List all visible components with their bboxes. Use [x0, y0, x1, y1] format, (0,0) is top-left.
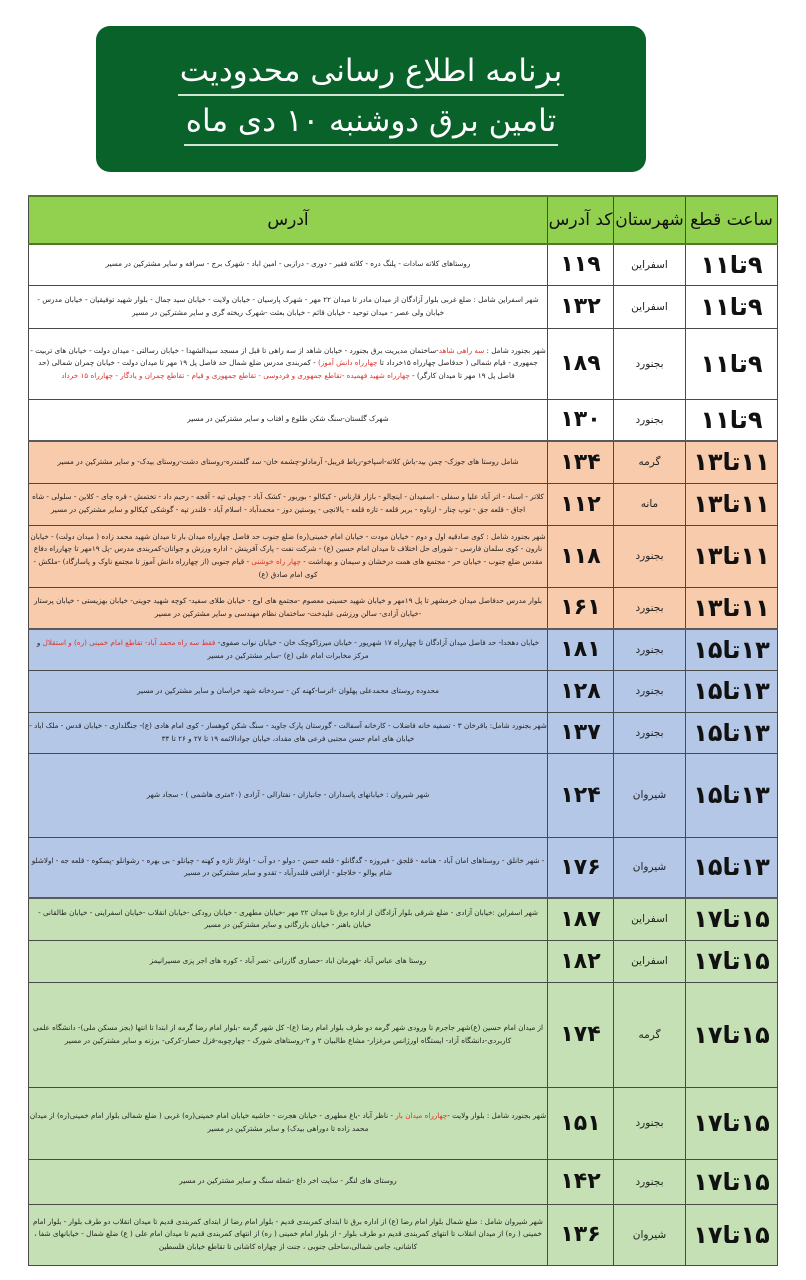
address-code-cell: ۱۳۷	[548, 712, 614, 753]
county-cell: گرمه	[614, 441, 686, 483]
address-code-cell: ۱۷۴	[548, 982, 614, 1087]
county-cell: شیروان	[614, 1204, 686, 1265]
county-cell: مانه	[614, 483, 686, 525]
table-row	[29, 483, 778, 525]
address-code-cell: ۱۱۸	[548, 525, 614, 587]
address-cell	[29, 898, 548, 940]
address-code-cell: ۱۸۹	[548, 328, 614, 399]
county-cell: بجنورد	[614, 670, 686, 712]
table-row	[29, 244, 778, 285]
county-cell: شیروان	[614, 837, 686, 898]
cut-time-cell: ۱۵تا۱۷	[686, 1087, 778, 1159]
highlighted-address-text: چهارراه میدان بار	[395, 1111, 448, 1121]
table-row	[29, 525, 778, 587]
address-code-cell: ۱۶۱	[548, 587, 614, 629]
address-code-cell: ۱۳۲	[548, 285, 614, 328]
county-cell: بجنورد	[614, 525, 686, 587]
address-text: محدوده روستای محمدعلی پهلوان -اترسا-کهنه کن - سردخانه شهد خراسان و سایر مشترکین در مسیر	[137, 685, 439, 695]
highlighted-address-text: فقط سه راه محمد آباد- تقاطع امام خمینی (ره) و استقلال	[42, 638, 216, 648]
address-cell	[29, 837, 548, 898]
table-row	[29, 285, 778, 328]
address-cell	[29, 629, 548, 670]
cut-time-cell: ۱۳تا۱۵	[686, 753, 778, 837]
address-code-cell: ۱۷۶	[548, 837, 614, 898]
table-row	[29, 670, 778, 712]
address-text: خیابان دهخدا- حد فاصل میدان آزادگان تا چهارراه ۱۷ شهریور - خیابان میرزاکوچک خان - خیابان نواب صفوی-	[215, 638, 540, 648]
table-row	[29, 940, 778, 982]
table-row	[29, 1159, 778, 1204]
table-row	[29, 441, 778, 483]
county-cell: بجنورد	[614, 328, 686, 399]
address-code-cell: ۱۳۶	[548, 1204, 614, 1265]
county-cell: اسفراین	[614, 898, 686, 940]
header-code: کد آدرس	[548, 196, 614, 244]
county-cell: شیروان	[614, 753, 686, 837]
table-row	[29, 328, 778, 399]
address-text: شهر بجنورد شامل: باقرخان ۳ - تصفیه خانه فاضلاب - کارخانه آسفالت - گورستان پارک جاوید - سنگ شکن کوهسار - کوی امام هادی (ع)- جنگلداری - خیابان قدس - ملک اباد - خیابان های امام حسن مجتبی فرعی های مقداد، خیابان جوادالائمه ۱۹ تا ۲۷ و ۲۶ تا ۳۴	[29, 720, 547, 743]
address-text: شهر شیروان شامل : ضلع شمال بلوار امام رضا (ع) از اداره برق تا ابتدای کمربندی قدیم - بلوار امام رضا از ابتدای کمربندی قدیم تا میدان انقلاب دو طرف بلوار - بلوار امام خمینی ( ره) از میدان انقلاب تا انتهای کمربندی قدیم دو طرف بلوار - از بلوار امام خمینی ( ره) از انتهای کمربندی قدیم تا میدان امام علی ( ع) ضلع شمال - خیابانهای شفا ، کاشانی، جامی شمالی،ساحلی جنوبی ، جنت از چهاراه کاشانی تا تقاطع خیابان فلسطین	[33, 1216, 543, 1251]
address-text: شهرک گلستان-سنگ شکن طلوع و افتاب و سایر مشترکین در مسیر	[187, 414, 389, 424]
cut-time-cell: ۱۳تا۱۵	[686, 712, 778, 753]
address-text: شامل روستا های جوزک- چمن بید-باش کلاته-اسپاخو-رباط قریبل- آرمادلو-چشمه خان- سد گلمندره-روستای دشت-روستای بیدک- و سایر مشترکین در مسیر	[57, 456, 519, 466]
cut-time-cell: ۱۵تا۱۷	[686, 1204, 778, 1265]
header-county: شهرستان	[614, 196, 686, 244]
highlighted-address-text: چهارراه شهید فهمیده -تقاطع جمهوری و فردوسی - تقاطع جمهوری و قیام - تقاطع چمران و یادگار - چهارراه ۱۵ خرداد	[61, 370, 410, 380]
table-row	[29, 1204, 778, 1265]
address-cell	[29, 1159, 548, 1204]
highlighted-address-text: چهارراه دانش آموز)	[318, 358, 378, 368]
cut-time-cell: ۱۱تا۱۳	[686, 525, 778, 587]
county-cell: بجنورد	[614, 587, 686, 629]
address-text: - کمربندی مدرس ضلع شمال حد فاصل پل ۱۹ مهر تا میدان دولت - خیابان چمران شمالی (حد فاصل پل ۱۹ مهر تا میدان کارگر) -	[38, 358, 515, 380]
address-cell	[29, 1087, 548, 1159]
table-header-row	[29, 196, 778, 244]
address-text: روستا های عباس آباد -قهرمان اباد -حصاری گازرانی -نصر آباد - کوره های اجر پزی مسیرانیمز	[149, 955, 427, 965]
county-cell: بجنورد	[614, 712, 686, 753]
table-row	[29, 399, 778, 441]
address-text: کلاتر - اسناد - اتر آباد علیا و سفلی - اسفیدان - اینچالو - بازار قارناس - کیکالو - بوربور - کشک آباد - چویلی تپه - آقجه - رحیم داد - تختمش - قره چای - کلاین - سلولی - شاه اجاق - قلعه جق - توپ چنار - ارناوه - بربر قلعه - تازه قلعه - یالانچی - پوستین دوز - محمدآباد - اسلام آباد - قلندر تپه - گوشکی کیکالو و سایر مشترکین در مسیر	[32, 492, 544, 514]
highlighted-address-text: چهار راه خوشنی	[251, 557, 301, 566]
cut-time-cell: ۱۳تا۱۵	[686, 670, 778, 712]
address-text: از میدان امام حسین (ع)شهر جاجرم تا ورودی شهر گرمه دو طرف بلوار امام رضا (ع)- کل شهر گرمه -بلوار امام رضا گرمه از ابتدا تا انتها (بجز مسکن ملی)- دانشگاه علمی کاربردی-دانشگاه آزاد- ایستگاه اورژانس مرغزار- مشاع طالبیان ۲ و ۲-روستاهای شورک - چهارچوبه-قزل حصار-کرکی- برزنه و سایر مشترکین در مسیر	[32, 1022, 544, 1045]
highlighted-address-text: سه راهی شاهد	[438, 345, 485, 355]
address-text: روستاهای کلاته سادات - پلنگ دره - کلاته فقیر - دوری - درازبی - امین اباد - شهرک برج - سرافه و سایر مشترکین در مسیر	[105, 259, 471, 269]
cut-time-cell: ۱۳تا۱۵	[686, 629, 778, 670]
address-text: - شهر خانلق - روستاهای امان آباد - هنامه - قلجق - فیروزه - گدگانلو - قلعه حسن - دولو - دو آب - اوغاز تازه و کهنه - چیانلو - بی بهره - رشوانلو -پسکوه - قلعه جه - اولاشلو شام یوالو - خلاجلو - ارافنی قلندرآباد - تقدو و سایر مشترکین در مسیر	[31, 855, 545, 878]
table-row	[29, 898, 778, 940]
address-text: شهر بجنورد شامل : کوی صادقیه اول و دوم - خیابان مودت - خیابان امام خمینی(ره) ضلع جنوب حد فاصل چهارراه میدان بار تا میدان شهید محمد زاده ( میدان دولت) - خیابان نارون - کوی سلمان فارسی - شورای حل اختلاف تا میدان امام حسین (ع) - شرکت نفت - پارک آفرینش - اداره ورزش و جوانان-کمربندی مدرس -پل ۱۹مهر تا چهارراه دفاع مقدس ضلع جنوب - خیابان حر - مجتمع های همت درخشان و سیمان و بهداشت -	[30, 531, 546, 566]
address-cell	[29, 940, 548, 982]
address-text: شهر شیروان : خیابانهای پاسداران - جانبازان - نفتارالی - آزادی (۲۰متری هاشمی ) - سجاد شهر	[146, 789, 430, 799]
address-cell	[29, 285, 548, 328]
cut-time-cell: ۱۳تا۱۵	[686, 837, 778, 898]
county-cell: بجنورد	[614, 629, 686, 670]
address-cell	[29, 399, 548, 441]
address-code-cell: ۱۲۴	[548, 753, 614, 837]
address-code-cell: ۱۳۴	[548, 441, 614, 483]
cut-time-cell: ۱۵تا۱۷	[686, 982, 778, 1087]
cut-time-cell: ۱۱تا۱۳	[686, 587, 778, 629]
address-code-cell: ۱۱۹	[548, 244, 614, 285]
address-text: - قیام جنوبی (از چهارراه دانش آموز تا مجتمع ناوک و پاسارگاد) -ملکش - کوی امام صادق (ع)	[33, 557, 318, 579]
address-cell	[29, 670, 548, 712]
county-cell: بجنورد	[614, 1159, 686, 1204]
address-text: شهر اسفراین :خیابان آزادی - ضلع شرقی بلوار آزادگان از اداره برق تا میدان ۲۲ مهر -خیابان مطهری - خیابان رودکی -خیابان انقلاب -خیابان اسفراینی - خیابان طالقانی - خیابان باهنر - خیابان بازرگانی و سایر مشترکین در مسیر	[38, 907, 538, 930]
cut-time-cell: ۹تا۱۱	[686, 328, 778, 399]
table-row	[29, 587, 778, 629]
cut-time-cell: ۹تا۱۱	[686, 399, 778, 441]
table-row	[29, 837, 778, 898]
county-cell: اسفراین	[614, 244, 686, 285]
header-address: آدرس	[29, 196, 548, 244]
address-cell	[29, 483, 548, 525]
table-body	[29, 244, 778, 1265]
address-cell	[29, 753, 548, 837]
outage-schedule-table	[28, 195, 778, 1266]
address-cell	[29, 1204, 548, 1265]
address-code-cell: ۱۲۸	[548, 670, 614, 712]
county-cell: اسفراین	[614, 285, 686, 328]
table-row	[29, 712, 778, 753]
title-line-1: برنامه اطلاع رسانی محدودیت	[178, 52, 564, 96]
cut-time-cell: ۹تا۱۱	[686, 285, 778, 328]
address-cell	[29, 712, 548, 753]
address-text: بلوار مدرس حدفاصل میدان خرمشهر تا پل ۱۹مهر و خیابان شهید حسینی معصوم -مجتمع های اوج - خیابان طلای سفید- کوچه شهید جوینی- خیابان بهزیستی - خیابان پرستار -خیابان آزادی- سالن ورزشی علیدخت- ساختمان نظام مهندسی و سایر مشترکین در مسیر	[33, 596, 542, 618]
address-code-cell: ۱۳۰	[548, 399, 614, 441]
address-cell	[29, 328, 548, 399]
address-text: و مرکز مخابرات امام علی (ع) -سایر مشترکین در مسیر	[36, 638, 369, 660]
county-cell: گرمه	[614, 982, 686, 1087]
address-text: -ساختمان مدیریت برق بجنورد - خیابان شاهد از سه راهی تا قبل از مسجد سیدالشهدا - خیابان رسالتی - میدان دولت - خیابان های تربیت - جمهوری - قیام شمالی ( حدفاصل چهارراه ۱۵خرداد تا	[30, 345, 538, 368]
address-cell	[29, 244, 548, 285]
address-code-cell: ۱۸۱	[548, 629, 614, 670]
cut-time-cell: ۱۵تا۱۷	[686, 898, 778, 940]
cut-time-cell: ۱۵تا۱۷	[686, 940, 778, 982]
address-text: شهر بجنورد شامل : بلوار ولایت -	[447, 1111, 547, 1121]
address-code-cell: ۱۱۲	[548, 483, 614, 525]
county-cell: بجنورد	[614, 399, 686, 441]
table-row	[29, 1087, 778, 1159]
cut-time-cell: ۱۱تا۱۳	[686, 441, 778, 483]
table-row	[29, 629, 778, 670]
county-cell: بجنورد	[614, 1087, 686, 1159]
address-code-cell: ۱۵۱	[548, 1087, 614, 1159]
address-code-cell: ۱۸۷	[548, 898, 614, 940]
table-row	[29, 753, 778, 837]
header-time: ساعت قطع	[686, 196, 778, 244]
table-row	[29, 982, 778, 1087]
address-text: شهر بجنورد شامل :	[484, 345, 546, 355]
cut-time-cell: ۱۵تا۱۷	[686, 1159, 778, 1204]
address-text: روستای های لنگر - سایت اخر داغ -شعله سنگ و سایر مشترکین در مسیر	[179, 1176, 397, 1186]
address-cell	[29, 982, 548, 1087]
address-cell	[29, 441, 548, 483]
title-line-2: تامین برق دوشنبه ۱۰ دی ماه	[184, 102, 558, 146]
address-cell	[29, 525, 548, 587]
address-text: شهر اسفراین شامل : ضلع غربی بلوار آزادگان از میدان مادر تا میدان ۲۲ مهر - شهرک پارسیان - خیابان ولایت - خیابان سید جمال - بلوار شهید توفیقیان - خیابان مدرس - خیابان ولی عصر - میدان توحید - خیابان قائم - خیابان بعثت -شهرک ریخته گری و سایر مشترکین در مسیر	[37, 294, 539, 317]
cut-time-cell: ۹تا۱۱	[686, 244, 778, 285]
address-cell	[29, 587, 548, 629]
address-text: - ناظر آباد -باغ مطهری - خیابان هجرت - حاشیه خیابان امام خمینی(ره) غربی ( ضلع شمالی بلوار امام خمینی(ره) از میدان محمد زاده تا دوراهی بیدک) و سایر مشترکین در مسیر	[29, 1111, 396, 1133]
address-code-cell: ۱۸۲	[548, 940, 614, 982]
cut-time-cell: ۱۱تا۱۳	[686, 483, 778, 525]
address-code-cell: ۱۴۲	[548, 1159, 614, 1204]
county-cell: اسفراین	[614, 940, 686, 982]
title-banner	[96, 26, 646, 172]
